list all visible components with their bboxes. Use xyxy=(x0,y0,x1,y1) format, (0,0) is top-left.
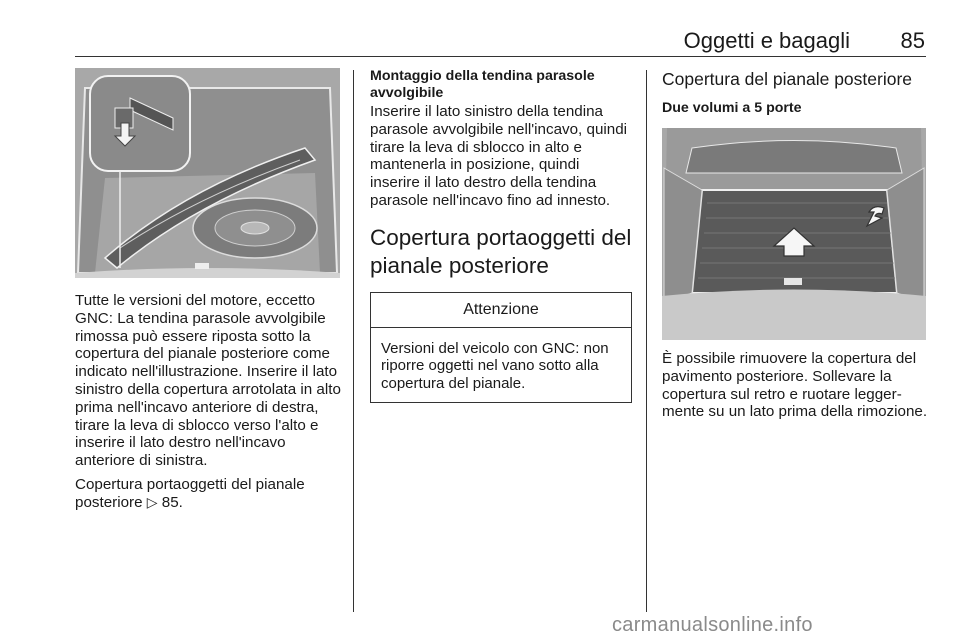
sunshade-mounting-paragraph: Inserire il lato sinistro della tendina parasole avvolgibile nell'incavo, quindi tirare la leva di sblocco in alto e mantenerla in posizione, quindi inserire il lato destro della tendina parasole nell'incavo fino ad innesto. xyxy=(370,103,628,209)
sunshade-mounting-heading: Montaggio della tendina parasole avvolgibile xyxy=(370,68,595,101)
warning-box xyxy=(370,292,632,404)
triangle-reference-icon: ▷ xyxy=(146,493,158,510)
reference-text: Copertura portaoggetti del pianale posteriore xyxy=(75,475,305,511)
header-rule xyxy=(75,56,926,57)
trunk-cover-illustration xyxy=(75,68,340,278)
column-2 xyxy=(370,68,632,403)
page-number: 85 xyxy=(900,28,925,53)
floor-cover-text-block xyxy=(662,350,928,421)
reference-paragraph xyxy=(75,476,343,512)
column-divider-2 xyxy=(646,70,647,612)
column-1 xyxy=(75,292,343,512)
engine-versions-paragraph: Tutte le versioni del motore, eccetto GNC: La tendina parasole avvolgibile rimossa può essere riposta sotto la copertura del pianale posteriore come indicato nell'illustrazione. Inserire il lato sinistro della copertura arrotolata in alto prima nell'incavo anteriore di destra, tirare la leva di sblocco verso l'alto e inserire il lato destro nell'incavo anteriore di sinistra. xyxy=(75,292,341,470)
watermark-text: carmanualsonline.info xyxy=(612,614,813,636)
section-heading: Copertura portaoggetti del pianale posteriore xyxy=(370,224,632,278)
page-header-title: Oggetti e bagagli xyxy=(683,28,850,53)
column-3 xyxy=(662,68,926,117)
reference-page[interactable]: 85. xyxy=(157,493,183,511)
warning-title: Attenzione xyxy=(371,293,631,328)
floor-cover-paragraph: È possibile rimuovere la copertura del pavimento posteriore. Sollevare la copertura sul retro e ruotare leggermente su un lato prima della rimozione. xyxy=(662,350,928,421)
column-divider-1 xyxy=(353,70,354,612)
floor-cover-illustration xyxy=(662,128,926,340)
trunk-cover-drawing xyxy=(75,68,340,278)
floor-cover-drawing xyxy=(662,128,926,340)
hatchback-subheading: Due volumi a 5 porte xyxy=(662,100,802,116)
floor-cover-heading: Copertura del pianale posteriore xyxy=(662,69,913,89)
warning-body: Versioni del veicolo con GNC: non riporre oggetti nel vano sotto alla copertura del pianale. xyxy=(381,339,609,392)
